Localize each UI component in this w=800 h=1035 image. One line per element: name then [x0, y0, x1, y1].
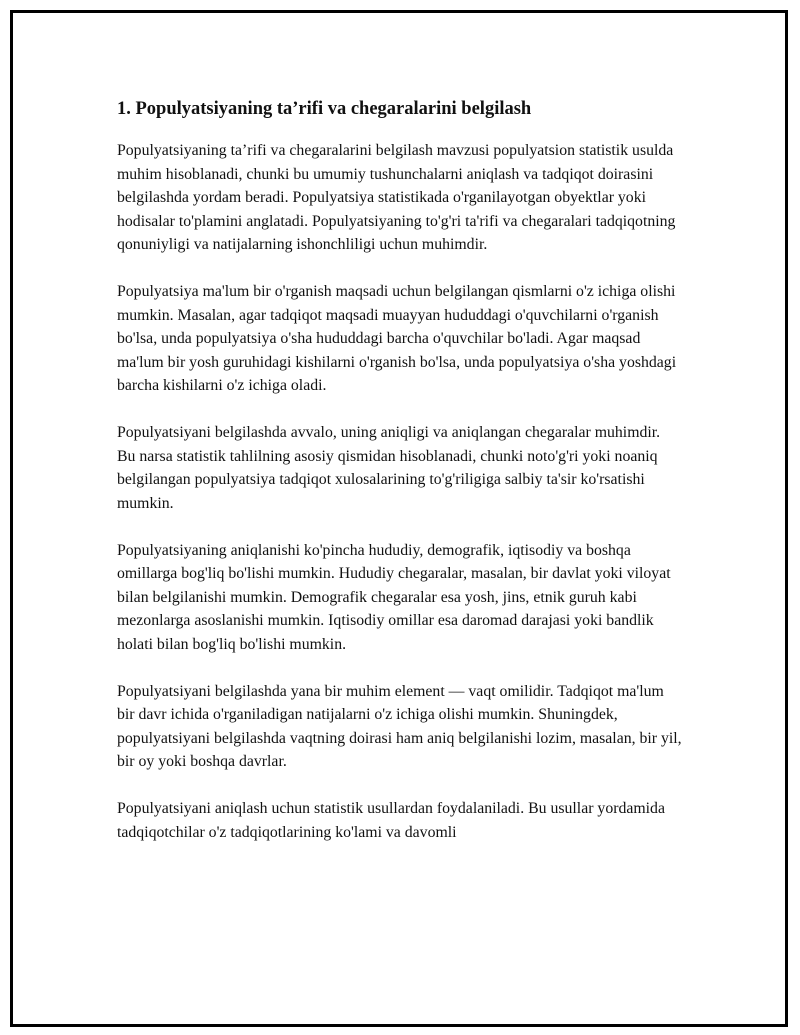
paragraph-1: Populyatsiyaning ta’rifi va chegaralarini belgilash mavzusi populyatsion statistik usulda muhim hisoblanadi, chunki bu umumiy tushunchalarni aniqlash va tadqiqot doirasini belgilashda yordam beradi. Populyatsiya statistikada o'rganilayotgan obyektlar yoki hodisalar to'plamini anglatadi. Populyatsiyaning to'g'ri ta'rifi va chegaralari tadqiqotning qonuniyligi va natijalarning ishonchliligi uchun muhimdir. [117, 142, 676, 253]
section-heading: 1. Populyatsiyaning ta’rifi va chegaralarini belgilash [117, 99, 532, 119]
paragraph-2: Populyatsiya ma'lum bir o'rganish maqsadi uchun belgilangan qismlarni o'z ichiga olishi mumkin. Masalan, agar tadqiqot maqsadi muayyan hududdagi o'quvchilarni o'rganish bo'lsa, unda populyatsiya o'sha hududdagi barcha o'quvchilar bo'ladi. Agar maqsad ma'lum bir yosh guruhidagi kishilarni o'rganish bo'lsa, unda populyatsiya o'sha yoshdagi barcha kishilarni o'z ichiga oladi. [117, 283, 677, 394]
paragraph-5: Populyatsiyani belgilashda yana bir muhim element — vaqt omilidir. Tadqiqot ma'lum bir davr ichida o'rganiladigan natijalarni o'z ichiga olishi mumkin. Shuningdek, populyatsiyani belgilashda vaqtning doirasi ham aniq belgilanishi lozim, masalan, bir yil, bir oy yoki boshqa davrlar. [117, 682, 682, 770]
paragraph-4: Populyatsiyaning aniqlanishi ko'pincha hududiy, demografik, iqtisodiy va boshqa omillarga bog'liq bo'lishi mumkin. Hududiy chegaralar, masalan, bir davlat yoki viloyat bilan belgilanishi mumkin. Demografik chegaralar esa yosh, jins, etnik guruh kabi mezonlarga asoslanishi mumkin. Iqtisodiy omillar esa daromad darajasi yoki bandlik holati bilan bog'liq bo'lishi mumkin. [117, 541, 671, 653]
document-body [117, 97, 682, 868]
paragraph-6: Populyatsiyani aniqlash uchun statistik usullardan foydalaniladi. Bu usullar yordamida tadqiqotchilar o'z tadqiqotlarining ko'lami va davomli [117, 800, 665, 841]
paragraph-3: Populyatsiyani belgilashda avvalo, uning aniqligi va aniqlangan chegaralar muhimdir. Bu narsa statistik tahlilning asosiy qismidan hisoblanadi, chunki noto'g'ri yoki noaniq belgilangan populyatsiya tadqiqot xulosalarining to'g'riligiga salbiy ta'sir ko'rsatishi mumkin. [117, 424, 661, 512]
